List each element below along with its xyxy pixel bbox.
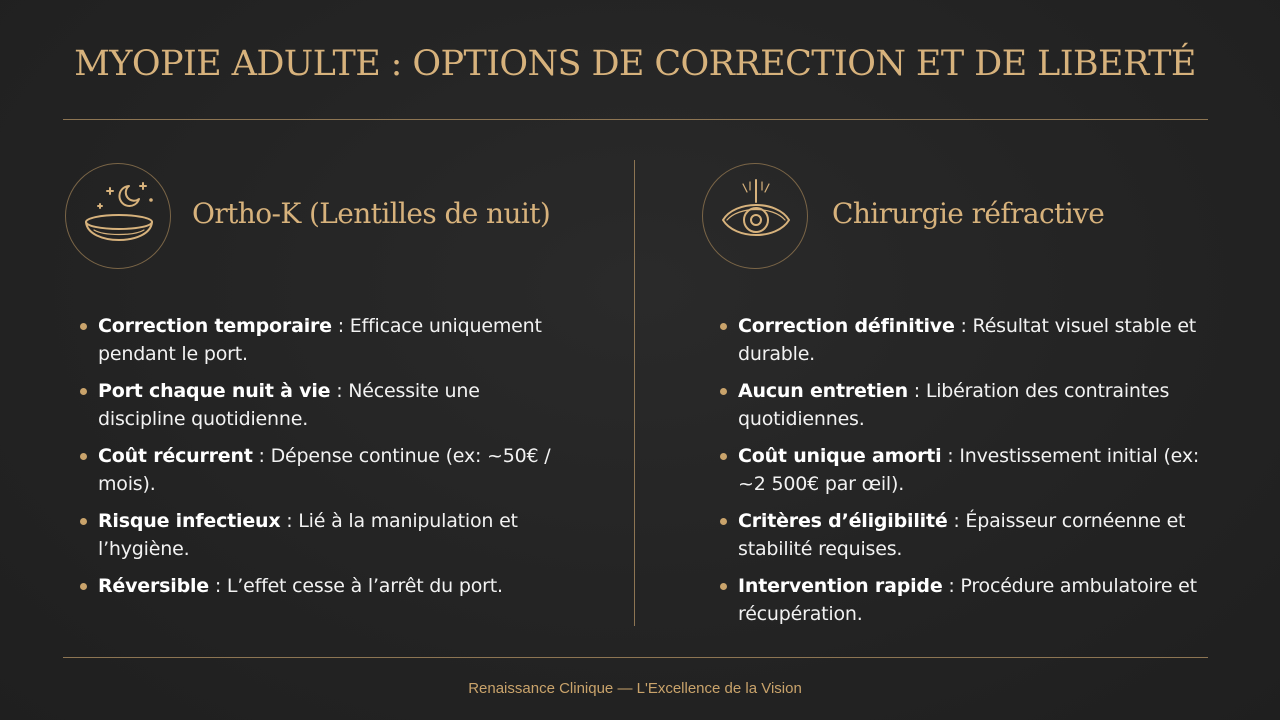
list-item bbox=[80, 572, 560, 600]
ortho-k-list bbox=[80, 312, 560, 609]
item-lead: Critères d’éligibilité bbox=[738, 510, 948, 532]
bullet-dot bbox=[720, 388, 727, 395]
item-sep: : bbox=[331, 315, 350, 337]
chirurgie-list bbox=[720, 312, 1200, 637]
item-lead: Coût unique amorti bbox=[738, 445, 942, 467]
item-sep: : bbox=[954, 315, 973, 337]
footer-text: Renaissance Clinique — L'Excellence de la Vision bbox=[468, 680, 802, 697]
item-lead: Correction temporaire bbox=[98, 315, 332, 337]
item-lead: Aucun entretien bbox=[738, 380, 908, 402]
bullet-dot bbox=[720, 323, 727, 330]
page-title: MYOPIE ADULTE : OPTIONS DE CORRECTION ET DE LIBERTÉ bbox=[74, 44, 1196, 84]
item-sep: : bbox=[208, 575, 227, 597]
list-item bbox=[80, 507, 560, 563]
item-lead: Intervention rapide bbox=[738, 575, 943, 597]
item-sep: : bbox=[330, 380, 349, 402]
bullet-dot bbox=[80, 583, 87, 590]
item-text: Épaisseur cornéenne et stabilité requises. bbox=[738, 510, 1186, 560]
item-sep: : bbox=[907, 380, 926, 402]
list-item bbox=[720, 442, 1200, 498]
item-text: Résultat visuel stable et durable. bbox=[738, 315, 1197, 365]
item-lead: Correction définitive bbox=[738, 315, 955, 337]
item-lead: Coût récurrent bbox=[98, 445, 253, 467]
list-item bbox=[80, 377, 560, 433]
bullet-dot bbox=[720, 583, 727, 590]
bullet-dot bbox=[720, 453, 727, 460]
list-item bbox=[80, 442, 560, 498]
item-text: Investissement initial (ex: ~2 500€ par œil). bbox=[738, 445, 1200, 495]
item-lead: Risque infectieux bbox=[98, 510, 281, 532]
footer-divider bbox=[63, 657, 1208, 658]
item-text: Libération des contraintes quotidiennes. bbox=[738, 380, 1170, 430]
item-text: Dépense continue (ex: ~50€ / mois). bbox=[98, 445, 551, 495]
title-divider bbox=[63, 119, 1208, 120]
item-text: Nécessite une discipline quotidienne. bbox=[98, 380, 480, 430]
list-item bbox=[720, 507, 1200, 563]
list-item bbox=[720, 572, 1200, 628]
bullet-dot bbox=[80, 518, 87, 525]
column-divider bbox=[634, 160, 635, 626]
bullet-dot bbox=[80, 323, 87, 330]
moon-lens-icon bbox=[65, 163, 171, 269]
item-text: Efficace uniquement pendant le port. bbox=[98, 315, 542, 365]
list-item bbox=[80, 312, 560, 368]
item-sep: : bbox=[252, 445, 271, 467]
eye-laser-icon bbox=[702, 163, 808, 269]
item-text: L’effet cesse à l’arrêt du port. bbox=[226, 575, 503, 597]
list-item bbox=[720, 377, 1200, 433]
chirurgie-heading: Chirurgie réfractive bbox=[832, 197, 1105, 230]
bullet-dot bbox=[720, 518, 727, 525]
item-text: Procédure ambulatoire et récupération. bbox=[738, 575, 1197, 625]
item-text: Lié à la manipulation et l’hygiène. bbox=[98, 510, 518, 560]
ortho-k-heading: Ortho-K (Lentilles de nuit) bbox=[192, 197, 551, 230]
item-lead: Réversible bbox=[98, 575, 209, 597]
bullet-dot bbox=[80, 453, 87, 460]
bullet-dot bbox=[80, 388, 87, 395]
item-lead: Port chaque nuit à vie bbox=[98, 380, 331, 402]
item-sep: : bbox=[941, 445, 960, 467]
item-sep: : bbox=[942, 575, 961, 597]
item-sep: : bbox=[280, 510, 299, 532]
list-item bbox=[720, 312, 1200, 368]
item-sep: : bbox=[947, 510, 966, 532]
